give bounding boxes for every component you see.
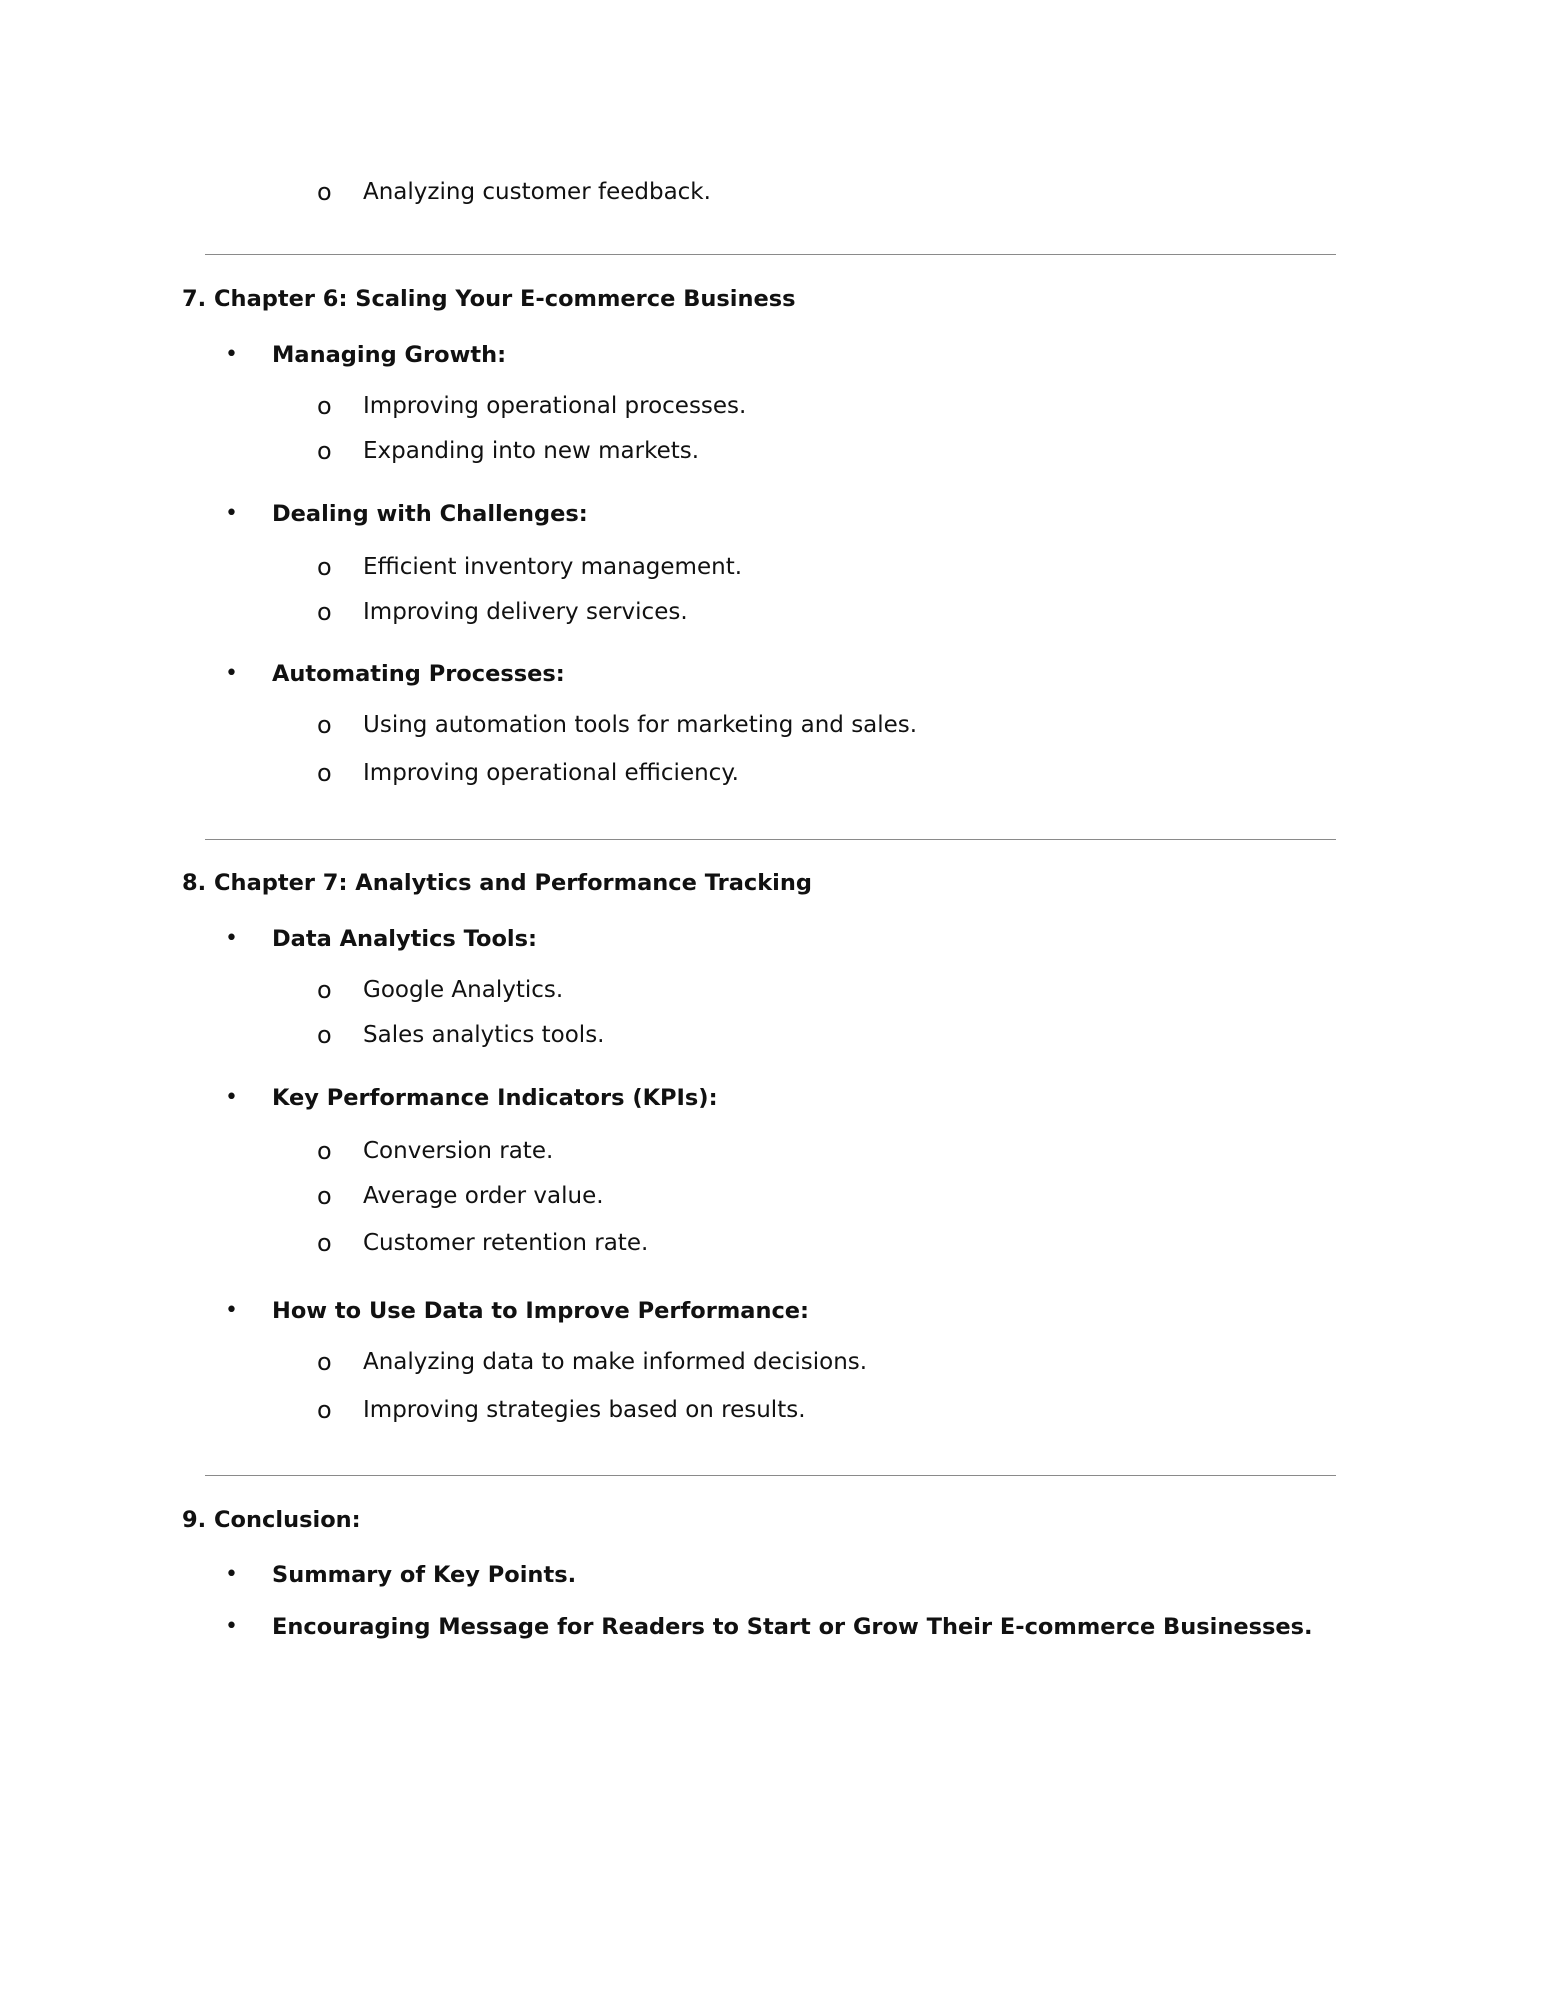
- bullet-item: [225, 498, 588, 530]
- section-divider: [205, 839, 1336, 840]
- hollow-bullet-marker: o: [317, 759, 332, 787]
- hollow-bullet-marker: o: [317, 553, 332, 581]
- list-item-text: Analyzing customer feedback.: [363, 179, 711, 205]
- bullet-label: Encouraging Message for Readers to Start or Grow Their E-commerce Businesses.: [272, 1614, 1313, 1640]
- bullet-label: Summary of Key Points.: [272, 1562, 577, 1588]
- bullet-marker: •: [225, 1614, 238, 1639]
- section-divider: [205, 254, 1336, 255]
- list-item: [317, 176, 711, 208]
- bullet-item: [225, 1559, 576, 1591]
- list-item: [317, 596, 688, 628]
- bullet-label: Data Analytics Tools:: [272, 926, 538, 952]
- hollow-bullet-marker: o: [317, 976, 332, 1004]
- hollow-bullet-marker: o: [317, 392, 332, 420]
- hollow-bullet-marker: o: [317, 711, 332, 739]
- list-item: [317, 390, 746, 422]
- bullet-item: [225, 339, 506, 371]
- list-item-text: Improving delivery services.: [363, 599, 688, 625]
- bullet-marker: •: [225, 1085, 238, 1110]
- section-divider: [205, 1475, 1336, 1476]
- list-item: [317, 1227, 648, 1259]
- list-item-text: Conversion rate.: [363, 1138, 554, 1164]
- chapter-heading: 8. Chapter 7: Analytics and Performance Tracking: [182, 870, 813, 896]
- list-item-text: Average order value.: [363, 1183, 604, 1209]
- list-item: [317, 757, 739, 789]
- list-item: [317, 1019, 605, 1051]
- bullet-marker: •: [225, 1298, 238, 1323]
- list-item-text: Using automation tools for marketing and sales.: [363, 712, 918, 738]
- list-item-text: Sales analytics tools.: [363, 1022, 605, 1048]
- hollow-bullet-marker: o: [317, 1182, 332, 1210]
- hollow-bullet-marker: o: [317, 1137, 332, 1165]
- bullet-label: Dealing with Challenges:: [272, 501, 588, 527]
- bullet-item: [225, 1082, 718, 1114]
- bullet-label: How to Use Data to Improve Performance:: [272, 1298, 810, 1324]
- list-item-text: Analyzing data to make informed decisions.: [363, 1349, 868, 1375]
- list-item-text: Improving operational efficiency.: [363, 760, 739, 786]
- hollow-bullet-marker: o: [317, 1229, 332, 1257]
- bullet-marker: •: [225, 661, 238, 686]
- list-item: [317, 709, 917, 741]
- list-item: [317, 1346, 867, 1378]
- hollow-bullet-marker: o: [317, 178, 332, 206]
- bullet-label: Automating Processes:: [272, 661, 565, 687]
- bullet-label: Managing Growth:: [272, 342, 507, 368]
- list-item: [317, 974, 563, 1006]
- chapter-heading: 7. Chapter 6: Scaling Your E-commerce Business: [182, 286, 796, 312]
- chapter-heading: 9. Conclusion:: [182, 1507, 361, 1533]
- list-item-text: Google Analytics.: [363, 977, 564, 1003]
- bullet-marker: •: [225, 342, 238, 367]
- list-item-text: Efficient inventory management.: [363, 554, 743, 580]
- list-item-text: Customer retention rate.: [363, 1230, 649, 1256]
- list-item: [317, 1394, 806, 1426]
- list-item-text: Improving operational processes.: [363, 393, 747, 419]
- hollow-bullet-marker: o: [317, 1396, 332, 1424]
- bullet-marker: •: [225, 1562, 238, 1587]
- hollow-bullet-marker: o: [317, 1348, 332, 1376]
- list-item-text: Expanding into new markets.: [363, 438, 700, 464]
- list-item: [317, 1135, 553, 1167]
- bullet-item: [225, 1295, 809, 1327]
- bullet-item: [225, 923, 537, 955]
- hollow-bullet-marker: o: [317, 1021, 332, 1049]
- bullet-label: Key Performance Indicators (KPIs):: [272, 1085, 718, 1111]
- list-item: [317, 1180, 604, 1212]
- list-item: [317, 551, 742, 583]
- list-item-text: Improving strategies based on results.: [363, 1397, 806, 1423]
- bullet-marker: •: [225, 501, 238, 526]
- bullet-item: [225, 1611, 1313, 1643]
- hollow-bullet-marker: o: [317, 598, 332, 626]
- list-item: [317, 435, 699, 467]
- bullet-item: [225, 658, 565, 690]
- hollow-bullet-marker: o: [317, 437, 332, 465]
- bullet-marker: •: [225, 926, 238, 951]
